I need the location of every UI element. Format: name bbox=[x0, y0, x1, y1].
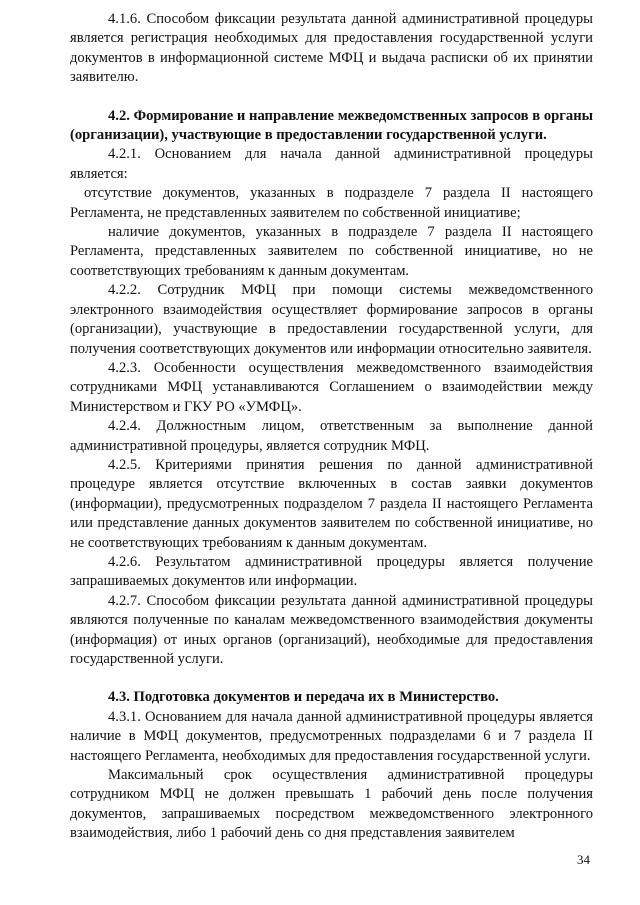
section-heading-4-2: 4.2. Формирование и направление межведомственных запросов в органы (организации), участвующие в предоставлении государственной услуги. bbox=[70, 107, 593, 144]
paragraph-4-2-1-item-b: наличие документов, указанных в подразделе 7 раздела II настоящего Регламента, представленных заявителем по собственной инициативе, но не соответствующих требованиям к данным документам. bbox=[70, 224, 593, 279]
page-number: 34 bbox=[577, 852, 590, 867]
section-heading-4-3: 4.3. Подготовка документов и передача их в Министерство. bbox=[108, 689, 499, 706]
spacer bbox=[70, 669, 593, 688]
document-page bbox=[70, 10, 593, 844]
paragraph-4-2-6: 4.2.6. Результатом административной процедуры является получение запрашиваемых документов или информации. bbox=[70, 553, 593, 590]
paragraph-4-2-4: 4.2.4. Должностным лицом, ответственным за выполнение данной административной процедуры, является сотрудник МФЦ. bbox=[70, 418, 593, 454]
paragraph-4-3-1-deadline: Максимальный срок осуществления административной процедуры сотрудником МФЦ не должен превышать 1 рабочий день после получения документов, запрашиваемых посредством межведомственного электронного взаимодействия, либо 1 рабочий день со дня представления заявителем bbox=[70, 767, 593, 842]
paragraph-4-2-1-item-a: отсутствие документов, указанных в подразделе 7 раздела II настоящего Регламента, не представленных заявителем по собственной инициативе; bbox=[70, 185, 593, 221]
paragraph-4-1-6: 4.1.6. Способом фиксации результата данной административной процедуры является регистрация необходимых для предоставления государственной услуги документов в информационной системе МФЦ и выдача расписки об их принятии заявителю. bbox=[70, 11, 593, 86]
spacer bbox=[70, 88, 593, 107]
paragraph-4-2-3: 4.2.3. Особенности осуществления межведомственного взаимодействия сотрудниками МФЦ устанавливаются Соглашением о взаимодействии между Министерством и ГКУ РО «УМФЦ». bbox=[70, 359, 593, 415]
paragraph-4-2-1: 4.2.1. Основанием для начала данной административной процедуры является: bbox=[70, 146, 593, 182]
paragraph-4-2-2: 4.2.2. Сотрудник МФЦ при помощи системы межведомственного электронного взаимодействия осуществляет формирование запросов в органы (организации), участвующие в предоставлении государственной услуги, для получения соответствующих документов или информации относительно заявителя. bbox=[70, 282, 593, 357]
paragraph-4-2-7: 4.2.7. Способом фиксации результата данной административной процедуры являются полученные по каналам межведомственного взаимодействия документы (информация) от иных органов (организаций), необходимые для предоставления государственной услуги. bbox=[70, 592, 593, 667]
paragraph-4-2-5: 4.2.5. Критериями принятия решения по данной административной процедуре является отсутствие включенных в состав заявки документов (информации), предусмотренных подразделом 7 раздела II настоящего Регламента или представление данных документов заявителем по собственной инициативе, но не соответствующих требованиям к данным документам. bbox=[70, 456, 593, 551]
paragraph-4-3-1: 4.3.1. Основанием для начала данной административной процедуры является наличие в МФЦ документов, предусмотренных подразделами 6 и 7 раздела II настоящего Регламента, необходимых для предоставления государственной услуги. bbox=[70, 708, 593, 764]
